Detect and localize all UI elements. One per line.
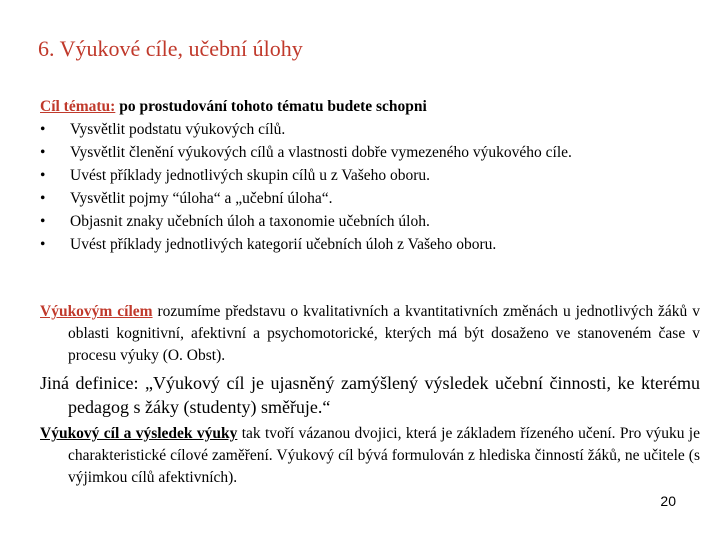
definition-paragraph bbox=[40, 301, 700, 367]
goal-result-paragraph bbox=[40, 423, 700, 489]
list-item bbox=[40, 210, 690, 233]
list-item bbox=[40, 164, 690, 187]
goal-heading bbox=[40, 95, 690, 118]
slide-title: 6. Výukové cíle, učební úlohy bbox=[38, 36, 303, 61]
list-item bbox=[40, 118, 690, 141]
list-item-text: Uvést příklady jednotlivých kategorií učebních úloh z Vašeho oboru. bbox=[70, 236, 497, 253]
goal-section bbox=[40, 95, 690, 256]
list-item-text: Vysvětlit pojmy “úloha“ a „učební úloha“. bbox=[70, 190, 333, 207]
list-item bbox=[40, 141, 690, 164]
bullet-icon: • bbox=[40, 167, 46, 184]
goal-intro: po prostudování tohoto tématu budete schopni bbox=[115, 98, 427, 115]
bullet-icon: • bbox=[40, 236, 46, 253]
bullet-icon: • bbox=[40, 213, 46, 230]
bullet-icon: • bbox=[40, 144, 46, 161]
list-item-text: Vysvětlit podstatu výukových cílů. bbox=[70, 121, 286, 138]
list-item-text: Vysvětlit členění výukových cílů a vlastnosti dobře vymezeného výukového cíle. bbox=[70, 144, 572, 161]
goal-label: Cíl tématu: bbox=[40, 98, 116, 115]
list-item bbox=[40, 187, 690, 210]
bullet-icon: • bbox=[40, 190, 46, 207]
goal-list bbox=[40, 118, 690, 256]
list-item bbox=[40, 233, 690, 256]
goal-result-text: tak tvoří vázanou dvojici, která je základem řízeného učení. Pro výuku je charakteristické cílové zaměření. Výukový cíl bývá formulován z hlediska činností žáků, ne učitele (s výjimkou cílů afektivních). bbox=[68, 425, 700, 486]
alternative-definition-paragraph: Jiná definice: „Výukový cíl je ujasněný zamýšlený výsledek učební činnosti, ke kterému pedagog s žáky (studenty) směřuje.“ bbox=[40, 373, 700, 417]
list-item-text: Objasnit znaky učebních úloh a taxonomie učebních úloh. bbox=[70, 213, 430, 230]
definition-text: rozumíme představu o kvalitativních a kvantitativních změnách u jednotlivých žáků v oblasti kognitivní, afektivní a psychomotorické, kterých má být dosaženo ve stanoveném čase v procesu výuky (O. Obst). bbox=[68, 303, 700, 364]
definition-term: Výukovým cílem bbox=[40, 303, 153, 320]
page-number: 20 bbox=[660, 493, 676, 509]
list-item-text: Uvést příklady jednotlivých skupin cílů u z Vašeho oboru. bbox=[70, 167, 431, 184]
goal-result-term: Výukový cíl a výsledek výuky bbox=[40, 425, 238, 442]
bullet-icon: • bbox=[40, 121, 46, 138]
